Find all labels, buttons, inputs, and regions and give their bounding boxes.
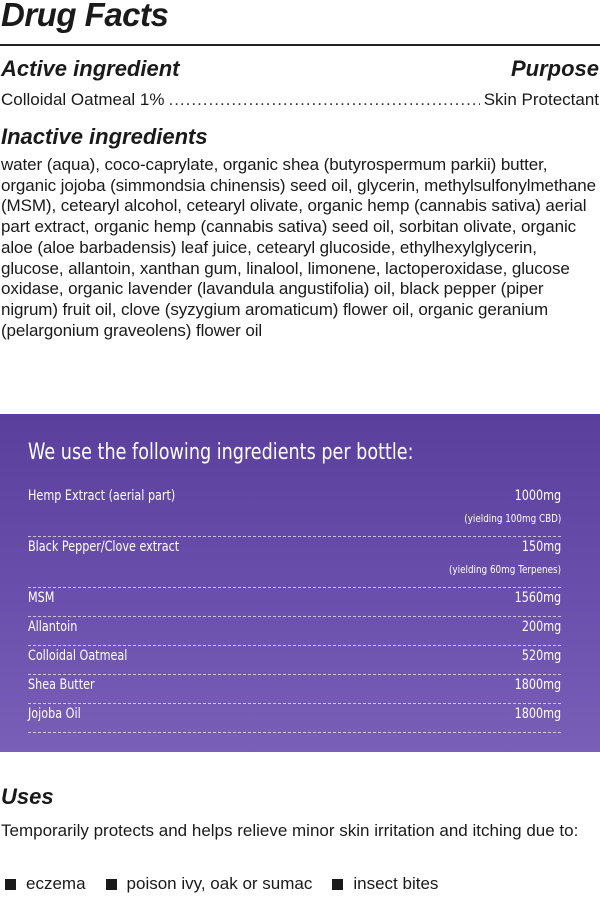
- active-ingredient-header: [1, 56, 599, 82]
- uses-heading: Uses: [1, 784, 54, 809]
- ingredient-amount: 1000mg: [514, 488, 561, 504]
- uses-bullet: [106, 874, 313, 894]
- ingredient-name: Jojoba Oil: [28, 706, 81, 722]
- ingredient-name: Shea Butter: [28, 677, 95, 693]
- ingredient-row: [28, 617, 561, 646]
- uses-bullet-list: [5, 874, 438, 894]
- square-bullet-icon: [332, 879, 343, 890]
- ingredient-row: [28, 486, 561, 537]
- active-ingredient-row: [1, 90, 599, 110]
- ingredient-amount: 1560mg: [514, 590, 561, 606]
- inactive-ingredients-heading: Inactive ingredients: [1, 124, 208, 149]
- uses-text: Temporarily protects and helps relieve minor skin irritation and itching due to:: [1, 821, 579, 840]
- ingredient-row: [28, 704, 561, 733]
- square-bullet-icon: [5, 879, 16, 890]
- ingredient-amount: 520mg: [521, 648, 561, 664]
- purpose-heading: Purpose: [510, 56, 599, 81]
- ingredient-list: [28, 486, 561, 733]
- ingredients-per-bottle-panel: [0, 414, 600, 752]
- drug-facts-title: Drug Facts: [1, 0, 169, 33]
- inactive-ingredients-text: water (aqua), coco-caprylate, organic shea (butyrospermum parkii) butter, organic jojoba (simmondsia chinensis) seed oil, glycerin, methylsulfonylmethane (MSM), cetearyl alcohol, cetearyl olivate, organic hemp (cannabis sativa) aerial part extract, organic hemp (cannabis sativa) seed oil, sorbitan olivate, organic aloe (aloe barbadensis) leaf juice, cetearyl glucoside, ethylhexylglycerin, glucose, allantoin, xanthan gum, linalool, limonene, lactoperoxidase, glucose oxidase, organic lavender (lavandula angustifolia) oil, black pepper (piper nigrum) fruit oil, clove (syzygium aromaticum) flower oil, organic geranium (pelargonium graveolens) flower oil: [1, 155, 596, 340]
- ingredient-note: (yielding 60mg Terpenes): [448, 563, 561, 576]
- panel-title: We use the following ingredients per bottle:: [28, 440, 414, 465]
- ingredient-name: Black Pepper/Clove extract: [28, 539, 180, 555]
- ingredient-row: [28, 537, 561, 588]
- ingredient-row: [28, 675, 561, 704]
- uses-bullet-text: eczema: [26, 874, 86, 893]
- uses-bullet-text: poison ivy, oak or sumac: [126, 874, 313, 893]
- uses-bullet: [5, 874, 86, 894]
- ingredient-amount: 1800mg: [514, 677, 561, 693]
- active-ingredient-name: Colloidal Oatmeal 1%: [1, 90, 165, 109]
- active-ingredient-purpose: Skin Protectant: [483, 90, 599, 109]
- ingredient-note: (yielding 100mg CBD): [463, 512, 561, 525]
- dot-leader: [168, 90, 479, 110]
- active-ingredient-heading: Active ingredient: [1, 56, 180, 81]
- square-bullet-icon: [106, 879, 117, 890]
- uses-bullet: [332, 874, 438, 894]
- ingredient-amount: 150mg: [521, 539, 561, 555]
- uses-bullet-text: insect bites: [353, 874, 439, 893]
- ingredient-name: Allantoin: [28, 619, 78, 635]
- ingredient-name: Colloidal Oatmeal: [28, 648, 128, 664]
- ingredient-row: [28, 588, 561, 617]
- ingredient-row: [28, 646, 561, 675]
- ingredient-amount: 200mg: [521, 619, 561, 635]
- ingredient-name: MSM: [28, 590, 55, 606]
- title-rule: [0, 44, 600, 46]
- ingredient-name: Hemp Extract (aerial part): [28, 488, 176, 504]
- ingredient-amount: 1800mg: [514, 706, 561, 722]
